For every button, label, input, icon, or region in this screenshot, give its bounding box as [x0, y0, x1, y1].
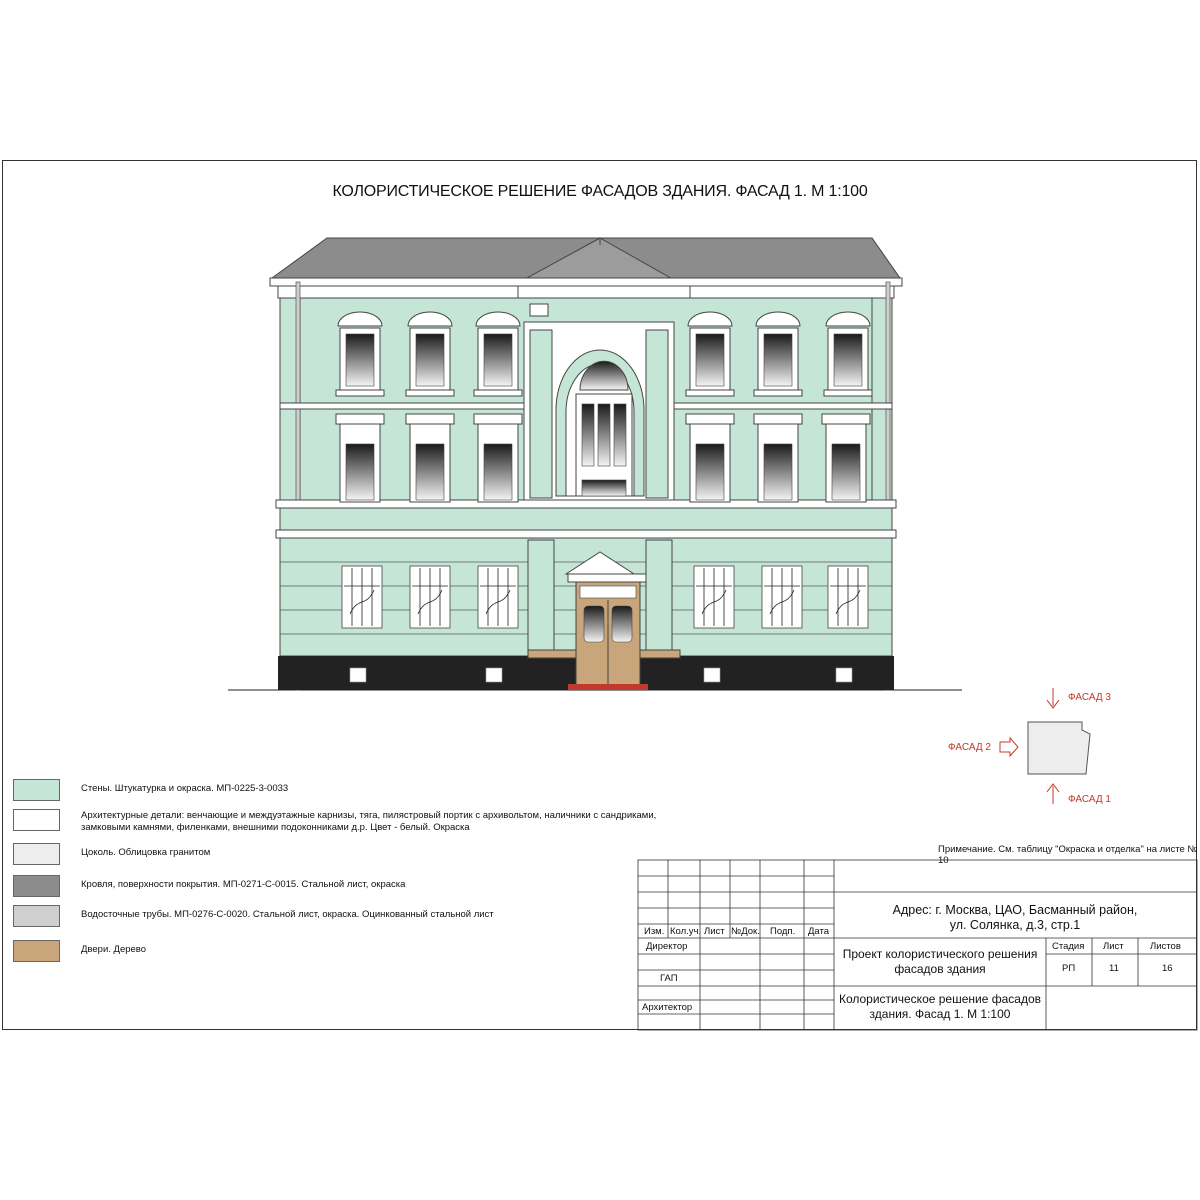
- tb-sheets-value: 16: [1162, 963, 1173, 974]
- tb-role-gap: ГАП: [660, 973, 678, 984]
- note: Примечание. См. таблицу "Окраска и отделка" на листе № 10: [938, 844, 1198, 866]
- entrance-steps: [568, 684, 648, 690]
- swatch-roof: [13, 875, 60, 897]
- tb-header-ndok: №Док.: [731, 926, 760, 937]
- legend-text: Двери. Дерево: [81, 944, 147, 955]
- tb-sheet-value: 11: [1109, 963, 1119, 974]
- drawing-title: КОЛОРИСТИЧЕСКОЕ РЕШЕНИЕ ФАСАДОВ ЗДАНИЯ. ФАСАД 1. М 1:100: [332, 183, 868, 200]
- tb-header-podp: Подп.: [770, 926, 796, 937]
- tb-role-director: Директор: [646, 941, 688, 952]
- tb-project-line2: фасадов здания: [894, 962, 986, 976]
- tb-address-line2: ул. Солянка, д.3, стр.1: [949, 918, 1081, 932]
- main-cornice: [270, 278, 902, 300]
- tb-project-line1: Проект колористического решения: [842, 947, 1038, 961]
- arrow-facade-2: [1000, 738, 1018, 756]
- tb-header-izm: Изм.: [644, 926, 665, 937]
- central-portico: [524, 304, 674, 500]
- legend-text: Стены. Штукатурка и окраска. МП-0225-3-0033: [81, 783, 289, 794]
- label-facade-2: ФАСАД 2: [948, 742, 991, 753]
- tb-address: [840, 903, 1190, 933]
- label-facade-1: ФАСАД 1: [1068, 794, 1111, 805]
- swatch-plinth: [13, 843, 60, 865]
- swatch-walls: [13, 779, 60, 801]
- swatch-doors: [13, 940, 60, 962]
- key-plan: [1000, 688, 1090, 804]
- swatch-details: [13, 809, 60, 831]
- tb-sheets-label: Листов: [1150, 941, 1181, 952]
- tb-stage-label: Стадия: [1052, 941, 1085, 952]
- arrow-facade-3: [1047, 688, 1059, 708]
- tb-sheet-name: [836, 992, 1044, 1022]
- tb-header-data: Дата: [808, 926, 830, 937]
- tb-sheet-line2: здания. Фасад 1. М 1:100: [869, 1007, 1011, 1021]
- tb-sheet-line1: Колористическое решение фасадов: [838, 992, 1042, 1006]
- arrow-facade-1: [1047, 784, 1059, 804]
- tb-project: [836, 947, 1044, 977]
- legend-text: Кровля, поверхности покрытия. МП-0271-С-0015. Стальной лист, окраска: [81, 879, 406, 890]
- swatch-downpipes: [13, 905, 60, 927]
- legend-text: Цоколь. Облицовка гранитом: [81, 847, 211, 858]
- tb-role-architect: Архитектор: [642, 1002, 693, 1013]
- middle-cornice: [276, 500, 896, 538]
- tb-header-kolu: Кол.уч.: [670, 926, 702, 937]
- tb-header-list: Лист: [704, 926, 725, 937]
- tb-stage-value: РП: [1062, 963, 1076, 974]
- legend-text: Водосточные трубы. МП-0276-С-0020. Стальной лист, окраска. Оцинкованный стальной лист: [81, 909, 494, 920]
- legend-text: Архитектурные детали: венчающие и междуэтажные карнизы, тяга, пилястровый портик с архивольтом, наличники с сандриками, замковыми камнями, филенками, внешними подоконниками д.р. Цвет - белый. Окраска: [81, 810, 657, 833]
- tb-sheet-label: Лист: [1103, 941, 1124, 952]
- label-facade-3: ФАСАД 3: [1068, 692, 1111, 703]
- tb-address-line1: Адрес: г. Москва, ЦАО, Басманный район,: [892, 903, 1138, 917]
